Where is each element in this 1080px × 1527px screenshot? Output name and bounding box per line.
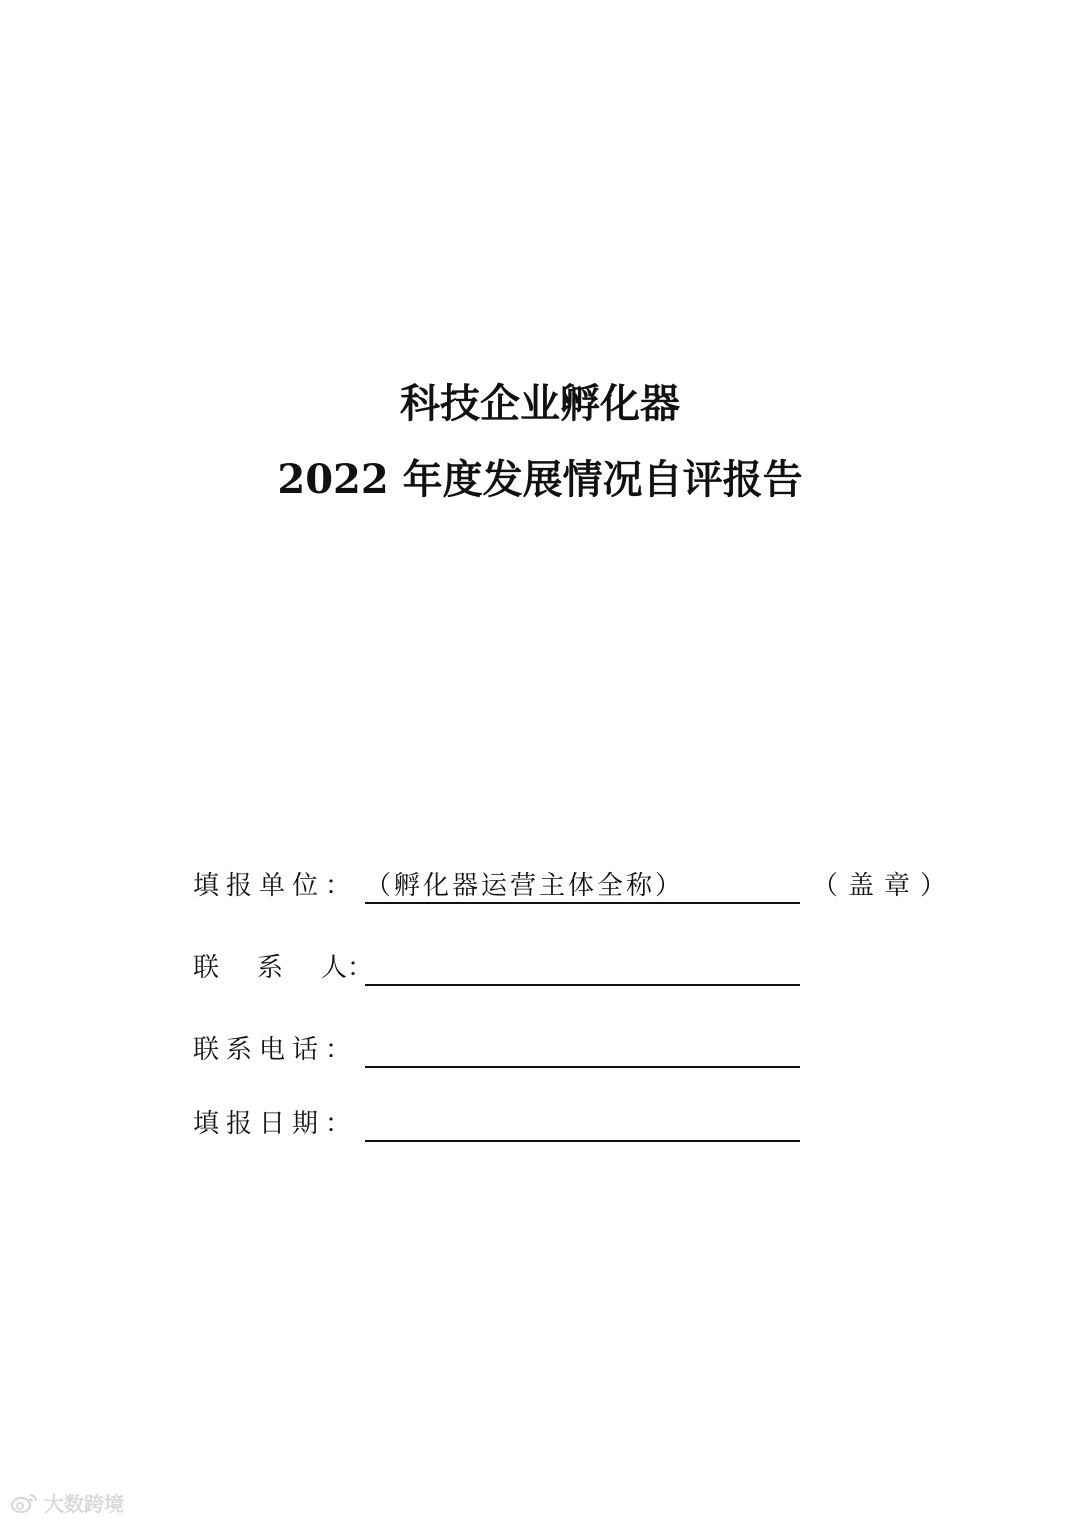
- watermark: [10, 1488, 124, 1517]
- unit-label: 填报单位：: [193, 871, 359, 901]
- contact-field[interactable]: [365, 950, 800, 986]
- date-field[interactable]: [365, 1106, 800, 1142]
- form-row-phone: [193, 1024, 800, 1068]
- unit-field[interactable]: （孵化器运营主体全称）: [365, 868, 800, 904]
- watermark-text: 大数跨境: [44, 1492, 124, 1516]
- phone-label: 联系电话：: [193, 1035, 359, 1065]
- weibo-logo-icon: [10, 1491, 40, 1515]
- phone-field[interactable]: [365, 1032, 800, 1068]
- form-row-date: [193, 1098, 800, 1142]
- document-title-line1: 科技企业孵化器: [400, 380, 680, 427]
- date-label: 填报日期：: [193, 1109, 359, 1139]
- contact-label: [193, 950, 374, 986]
- contact-label-char3: 人：: [321, 953, 374, 983]
- document-title-line2: 2022 年度发展情况自评报告: [277, 456, 803, 503]
- contact-label-char2: 系: [257, 953, 284, 983]
- contact-label-char1: 联: [193, 953, 220, 983]
- form-row-contact: [193, 942, 800, 986]
- seal-note: （盖章）: [812, 871, 957, 901]
- form-row-unit: [193, 860, 956, 904]
